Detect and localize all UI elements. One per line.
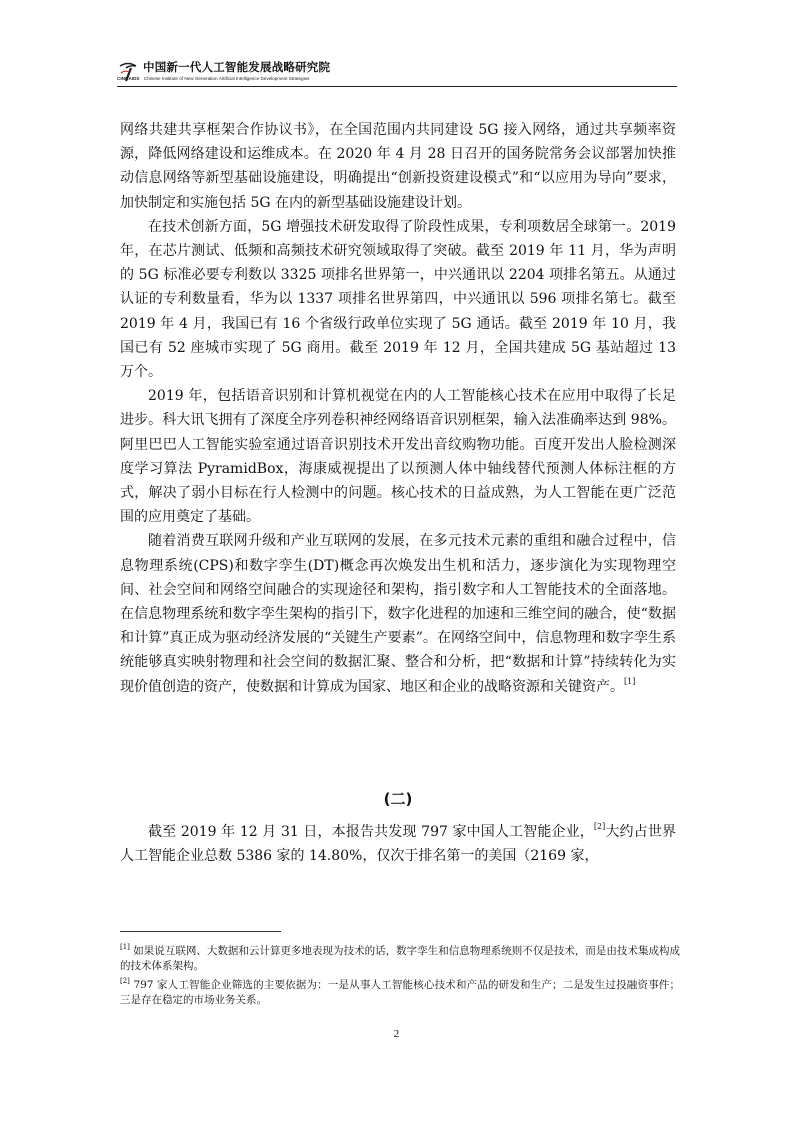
- section-body: [120, 820, 676, 868]
- page-header: [117, 58, 677, 86]
- body-text: [120, 118, 676, 699]
- header-rule: [117, 86, 677, 87]
- paragraph-3: 2019 年，包括语音识别和计算机视觉在内的人工智能核心技术在应用中取得了长足进步。科大讯飞拥有了深度全序列卷积神经网络语音识别框架，输入法准确率达到 98%。阿里巴巴人工智能实验室通过语音识别技术开发出音纹购物功能。百度开发出人脸检测深度学习算法 PyramidBox，海康威视提出了以预测人体中轴线替代预测人体标注框的方式，解决了弱小目标在行人检测中的问题。核心技术的日益成熟，为人工智能在更广泛范围的应用奠定了基础。: [120, 388, 676, 526]
- org-abbr: CINGAIDS: [117, 76, 140, 81]
- org-name-en-line: [117, 76, 309, 81]
- section-text-before: 截至 2019 年 12 月 31 日，本报告共发现 797 家中国人工智能企业，: [148, 824, 594, 840]
- paragraph-1: 网络共建共享框架合作协议书》，在全国范围内共同建设 5G 接入网络，通过共享频率资源，降低网络建设和运维成本。在 2020 年 4 月 28 日召开的国务院常务会议部署加快推动信息网络等新型基础设施建设，明确提出“创新投资建设模式”和“以应用为导向”要求，加快制定和实施包括 5G 在内的新型基础设施建设计划。: [120, 122, 676, 211]
- org-name-en: Chinese Institute of New Generation Artificial Intelligence Development Strategies: [143, 76, 310, 81]
- footnote-ref-1[interactable]: [1]: [624, 676, 636, 686]
- section-paragraph: [120, 820, 676, 868]
- footnote-2-mark: [2]: [120, 977, 130, 985]
- footnote-1: [120, 944, 680, 974]
- paragraph-4: [120, 529, 676, 698]
- footnote-rule: [120, 931, 281, 932]
- org-name-cn: 中国新一代人工智能发展战略研究院: [143, 60, 331, 74]
- footnote-1-text: 如果说互联网、大数据和云计算更多地表现为技术的话，数字孪生和信息物理系统则不仅是技术，而是由技术集成构成的技术体系架构。: [120, 945, 680, 972]
- footnote-ref-2[interactable]: [2]: [593, 822, 606, 831]
- paragraph-4-text: 随着消费互联网升级和产业互联网的发展，在多元技术元素的重组和融合过程中，信息物理系统(CPS)和数字孪生(DT)概念再次焕发出生机和活力，逐步演化为实现物理空间、社会空间和网络空间融合的实现途径和架构，指引数字和人工智能技术的全面落地。在信息物理系统和数字孪生架构的指引下，数字化进程的加速和三维空间的融合，使“数据和计算”真正成为驱动经济发展的“关键生产要素”。在网络空间中，信息物理和数字孪生系统能够真实映射物理和社会空间的数据汇聚、整合和分析，把“数据和计算”持续转化为实现价值创造的资产，使数据和计算成为国家、地区和企业的战略资源和关键资产。: [120, 533, 676, 695]
- footnote-1-mark: [1]: [120, 943, 130, 951]
- footnotes: [120, 944, 680, 1012]
- footnote-2-text: 797 家人工智能企业筛选的主要依据为：一是从事人工智能核心技术和产品的研发和生产；二是发生过投融资事件；三是存在稳定的市场业务关系。: [120, 979, 680, 1006]
- footnote-2: [120, 978, 680, 1008]
- section-heading: (二): [383, 790, 413, 808]
- paragraph-2: 在技术创新方面，5G 增强技术研发取得了阶段性成果，专利项数居全球第一。2019 年，在芯片测试、低频和高频技术研究领域取得了突破。截至 2019 年 11 月，华为声明的 5G 标准必要专利数以 3325 项排名世界第一，中兴通讯以 2204 项排名第五。从通过认证的专利数量看，华为以 1337 项排名世界第四，中兴通讯以 596 项排名第七。截至 2019 年 4 月，我国已有 16 个省级行政单位实现了 5G 通话。截至 2019 年 10 月，我国已有 52 座城市实现了 5G 商用。截至 2019 年 12 月，全国共建成 5G 基站超过 13 万个。: [120, 218, 676, 381]
- page-number: 2: [393, 1028, 400, 1040]
- section-text-after: 大约占世界人工智能企业总数 5386 家的 14.80%，仅次于排名第一的美国（2169 家，: [120, 824, 676, 865]
